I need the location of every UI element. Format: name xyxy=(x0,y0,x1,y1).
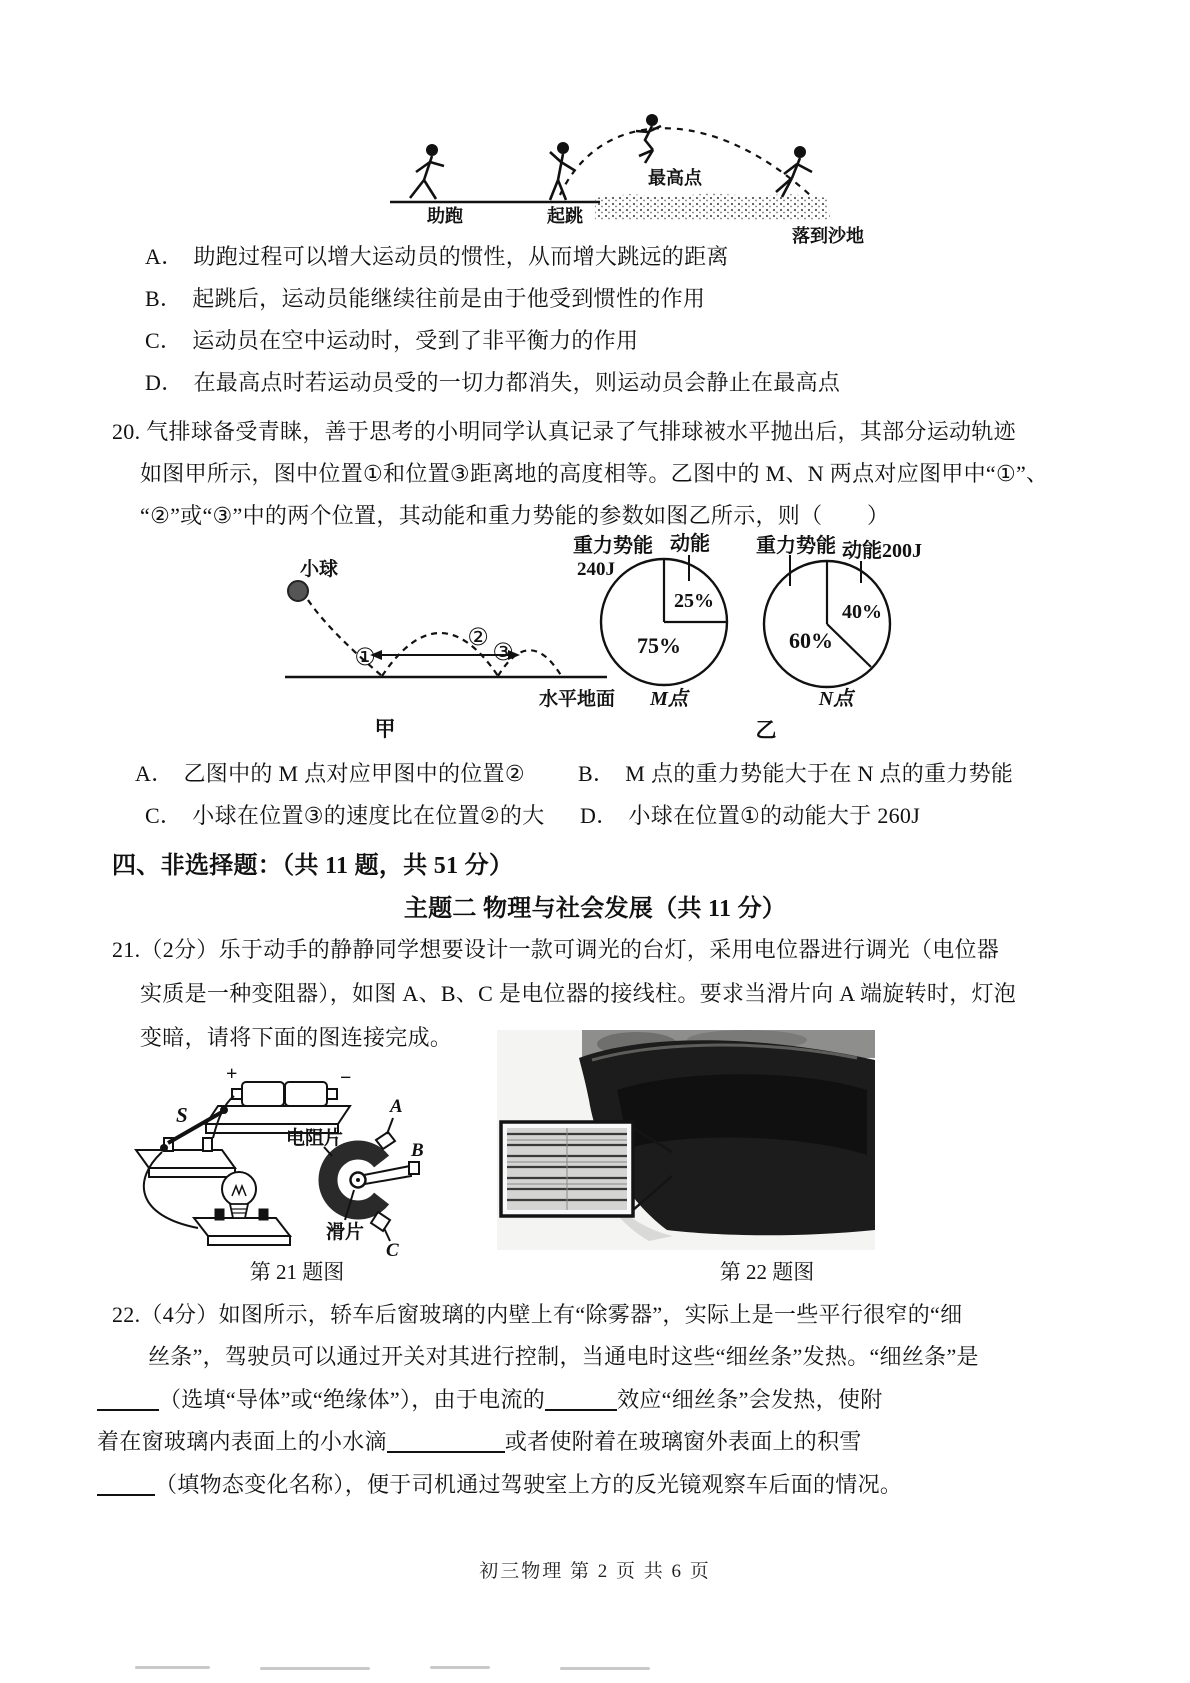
ground-label: 水平地面 xyxy=(539,689,616,710)
wiper-arm xyxy=(364,1166,411,1184)
q20-stem-line3: “②”或“③”中的两个位置，其动能和重力势能的参数如图乙所示，则（ ） xyxy=(140,503,890,528)
q20-stem1-text: 气排球备受青睐，善于思考的小明同学认真记录了气排球被水平抛出后，其部分运动轨迹 xyxy=(146,419,1016,444)
q22-photo xyxy=(497,1030,875,1250)
q20-option-b xyxy=(578,757,1013,788)
q19-option-b-label: B． xyxy=(145,286,183,311)
n-pe-pct: 60% xyxy=(789,628,833,653)
terminal-b-post xyxy=(409,1162,419,1174)
q20-number: 20. xyxy=(112,419,141,444)
q20-option-d xyxy=(580,799,920,830)
q19-option-b-text: 起跳后，运动员能继续往前是由于他受到惯性的作用 xyxy=(192,286,706,311)
q21-circuit-figure xyxy=(118,1048,430,1260)
position-2-marker: ② xyxy=(467,625,489,651)
q20-option-c-label: C． xyxy=(145,803,183,828)
m-ke-label: 动能 xyxy=(670,533,710,555)
q22-stem-line5 xyxy=(97,1468,902,1499)
q22-stem-line3 xyxy=(97,1383,883,1414)
q19-option-a-label: A． xyxy=(145,244,184,269)
n-pe-label: 重力势能 xyxy=(756,535,836,557)
q22-blank-3 xyxy=(387,1431,505,1453)
q20-stem-line2: 如图甲所示，图中位置①和位置③距离地的高度相等。乙图中的 M、N 两点对应图甲中“①”、 xyxy=(140,461,1049,486)
q20-option-b-label: B． xyxy=(578,761,616,786)
q22-stem3a-text: （选填“导体”或“绝缘体”），由于电流的 xyxy=(159,1387,546,1412)
q21-number: 21. xyxy=(112,937,141,962)
q20-option-c-text: 小球在位置③的速度比在位置②的大 xyxy=(192,803,545,828)
page-footer: 初三物理 第 2 页 共 6 页 xyxy=(479,1561,711,1582)
m-pe-pct: 75% xyxy=(637,633,681,658)
n-ke-label: 动能200J xyxy=(842,540,922,562)
terminal-a-stem xyxy=(387,1118,393,1134)
q22-blank-4 xyxy=(97,1474,155,1496)
q21-stem-line2: 实质是一种变阻器），如图 A、B、C 是电位器的接线柱。要求当滑片向 A 端旋转时，灯泡 xyxy=(140,981,1017,1006)
landing-label: 落到沙地 xyxy=(792,226,864,246)
q22-stem-line2: 丝条”，驾驶员可以通过开关对其进行控制，当通电时这些“细丝条”发热。“细丝条”是 xyxy=(148,1344,979,1369)
q19-option-c xyxy=(145,324,638,355)
q21-figure-caption: 第 21 题图 xyxy=(249,1260,345,1284)
n-point-label: N点 xyxy=(818,688,854,710)
figure-jia-label: 甲 xyxy=(374,717,396,741)
q22-stem-line1 xyxy=(112,1298,962,1329)
q22-stem4b-text: 或者使附着在玻璃窗外表面上的积雪 xyxy=(504,1429,862,1454)
q19-option-d xyxy=(145,366,840,397)
q21-stem1-text: （2分）乐于动手的静静同学想要设计一款可调光的台灯，采用电位器进行调光（电位器 xyxy=(140,937,1000,962)
q22-stem4a-text: 着在窗玻璃内表面上的小水滴 xyxy=(97,1429,387,1454)
long-jump-figure xyxy=(380,100,870,250)
q22-stem1-text: （4分）如图所示，轿车后窗玻璃的内壁上有“除雾器”，实际上是一些平行很窄的“细 xyxy=(140,1302,963,1327)
scan-artifact xyxy=(135,1666,210,1669)
m-ke-pct: 25% xyxy=(674,590,714,612)
q19-option-b xyxy=(145,282,705,313)
m-pe-value: 240J xyxy=(577,559,615,580)
terminal-a-label: A xyxy=(390,1096,403,1117)
battery-minus-label: − xyxy=(340,1067,352,1089)
q22-number: 22. xyxy=(112,1302,141,1327)
slider-label: 滑片 xyxy=(326,1222,365,1243)
peak-figure xyxy=(636,114,661,163)
q19-option-c-label: C． xyxy=(145,328,183,353)
q20-option-d-label: D． xyxy=(580,803,619,828)
wiper-hub-pin xyxy=(356,1178,360,1182)
q19-option-a xyxy=(145,240,729,271)
q20-option-c xyxy=(145,799,545,830)
q20-option-d-text: 小球在位置①的动能大于 260J xyxy=(628,803,921,828)
q20-option-b-text: M 点的重力势能大于在 N 点的重力势能 xyxy=(625,761,1014,786)
position-1-marker: ① xyxy=(354,645,376,671)
q21-stem-line3: 变暗，请将下面的图连接完成。 xyxy=(140,1025,453,1050)
q21-stem-line1 xyxy=(112,933,999,964)
m-point-label: M点 xyxy=(650,688,688,710)
q19-option-d-text: 在最高点时若运动员受的一切力都消失，则运动员会静止在最高点 xyxy=(193,370,841,395)
n-ke-pct: 40% xyxy=(842,601,882,623)
run-up-label: 助跑 xyxy=(427,206,463,226)
section-header: 四、非选择题：（共 11 题，共 51 分） xyxy=(112,853,514,879)
highest-point-label: 最高点 xyxy=(648,168,702,188)
figure-yi-label: 乙 xyxy=(755,718,777,742)
takeoff-figure xyxy=(550,142,574,200)
position-3-marker: ③ xyxy=(492,640,514,666)
ball-label: 小球 xyxy=(300,559,339,580)
resistor-strip-label: 电阻片 xyxy=(286,1128,344,1149)
battery-plus-label: + xyxy=(226,1063,238,1085)
take-off-label: 起跳 xyxy=(547,206,583,226)
theme-header: 主题二 物理与社会发展（共 11 分） xyxy=(403,896,787,922)
scan-artifact xyxy=(560,1667,650,1670)
q20-option-a-label: A． xyxy=(135,761,174,786)
q19-option-a-text: 助跑过程可以增大运动员的惯性，从而增大跳远的距离 xyxy=(193,244,729,269)
terminal-c-label: C xyxy=(386,1240,399,1260)
sand-pit xyxy=(595,193,830,220)
ball xyxy=(288,581,308,601)
q19-option-d-label: D． xyxy=(145,370,184,395)
terminal-b-label: B xyxy=(411,1140,424,1161)
q22-figure-caption: 第 22 题图 xyxy=(719,1260,815,1284)
q20-option-a-text: 乙图中的 M 点对应甲图中的位置② xyxy=(183,761,525,786)
scan-artifact xyxy=(260,1667,370,1670)
runner-figure xyxy=(410,144,444,199)
battery xyxy=(206,1082,350,1133)
m-pe-label: 重力势能 xyxy=(573,535,653,557)
q20-option-a xyxy=(135,757,525,788)
q20-figure xyxy=(270,525,930,747)
q22-stem-line4 xyxy=(97,1425,862,1456)
bulb xyxy=(194,1172,290,1245)
q20-stem-line1 xyxy=(112,415,1016,446)
scan-artifact xyxy=(430,1666,490,1669)
q22-blank-1 xyxy=(97,1389,159,1411)
q22-stem5a-text: （填物态变化名称），便于司机通过驾驶室上方的反光镜观察车后面的情况。 xyxy=(155,1472,903,1497)
q22-blank-2 xyxy=(545,1389,617,1411)
switch-s-label: S xyxy=(176,1103,188,1127)
q22-stem3b-text: 效应“细丝条”会发热，使附 xyxy=(617,1387,883,1412)
q19-option-c-text: 运动员在空中运动时，受到了非平衡力的作用 xyxy=(192,328,639,353)
landing-figure xyxy=(776,146,812,197)
